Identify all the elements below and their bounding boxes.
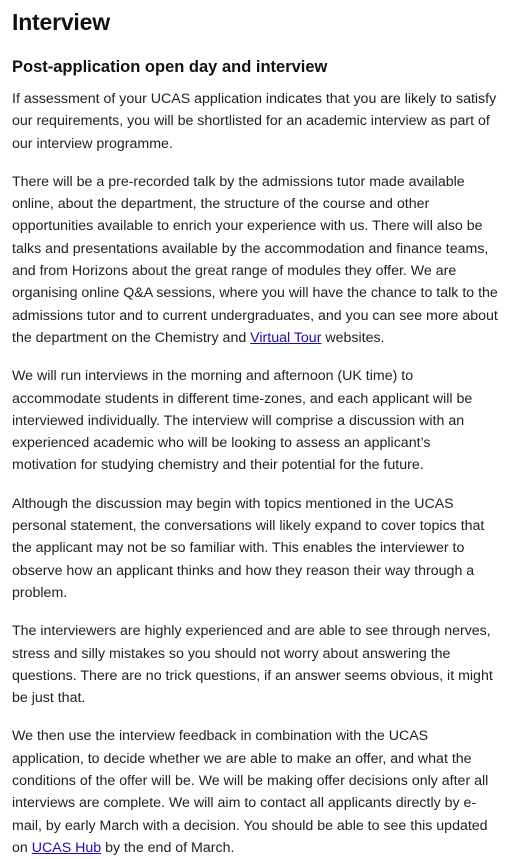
paragraph-open-day-text: There will be a pre-recorded talk by the admissions tutor made available online, about the department, the structure of the course and other opportunities available to enrich your experience with us. There will also be talks and presentations available by the accommodation and finance teams, and from Horizons about the great range of modules they offer. We are organising online Q&A sessions, where you will have the chance to talk to the admissions tutor and to current undergraduates, and you can see more about the department on the Chemistry and (12, 173, 498, 346)
page-title: Interview (12, 9, 110, 35)
paragraph-interviewers: The interviewers are highly experienced and are able to see through nerves, stress and silly mistakes so you should not worry about answering the questions. There are no trick questions, if an answer seems obvious, it might be just that. (12, 623, 493, 707)
paragraph-offer-decision-text: We then use the interview feedback in combination with the UCAS application, to decide whether we are able to make an offer, and what the conditions of the offer will be. We will be making offer decisions only after all interviews are complete. We will aim to contact all applicants directly by e-mail, by early March with a decision. You should be able to see this updated on (12, 728, 489, 856)
virtual-tour-link[interactable]: Virtual Tour (250, 329, 322, 346)
paragraph-discussion-topics: Although the discussion may begin with topics mentioned in the UCAS personal statement, the conversations will likely expand to cover topics that the applicant may not be so familiar with. This enables the interviewer to observe how an applicant thinks and how they reason their way through a problem. (12, 495, 485, 601)
ucas-hub-link[interactable]: UCAS Hub (31, 839, 102, 856)
paragraph-offer-decision (12, 725, 499, 859)
section-subtitle: Post-application open day and interview (12, 58, 328, 76)
paragraph-open-day (12, 171, 499, 349)
paragraph-interview-format: We will run interviews in the morning and afternoon (UK time) to accommodate students in different time-zones, and each applicant will be interviewed individually. The interview will comprise a discussion with an experienced academic who will be looking to assess an applicant’s motivation for studying chemistry and their potential for the future. (12, 368, 473, 474)
paragraph-offer-decision-end: by the end of March. (101, 839, 235, 856)
paragraph-shortlisting: If assessment of your UCAS application indicates that you are likely to satisfy our requirements, you will be shortlisted for an academic interview as part of our interview programme. (12, 91, 497, 152)
paragraph-open-day-end: websites. (321, 329, 385, 346)
